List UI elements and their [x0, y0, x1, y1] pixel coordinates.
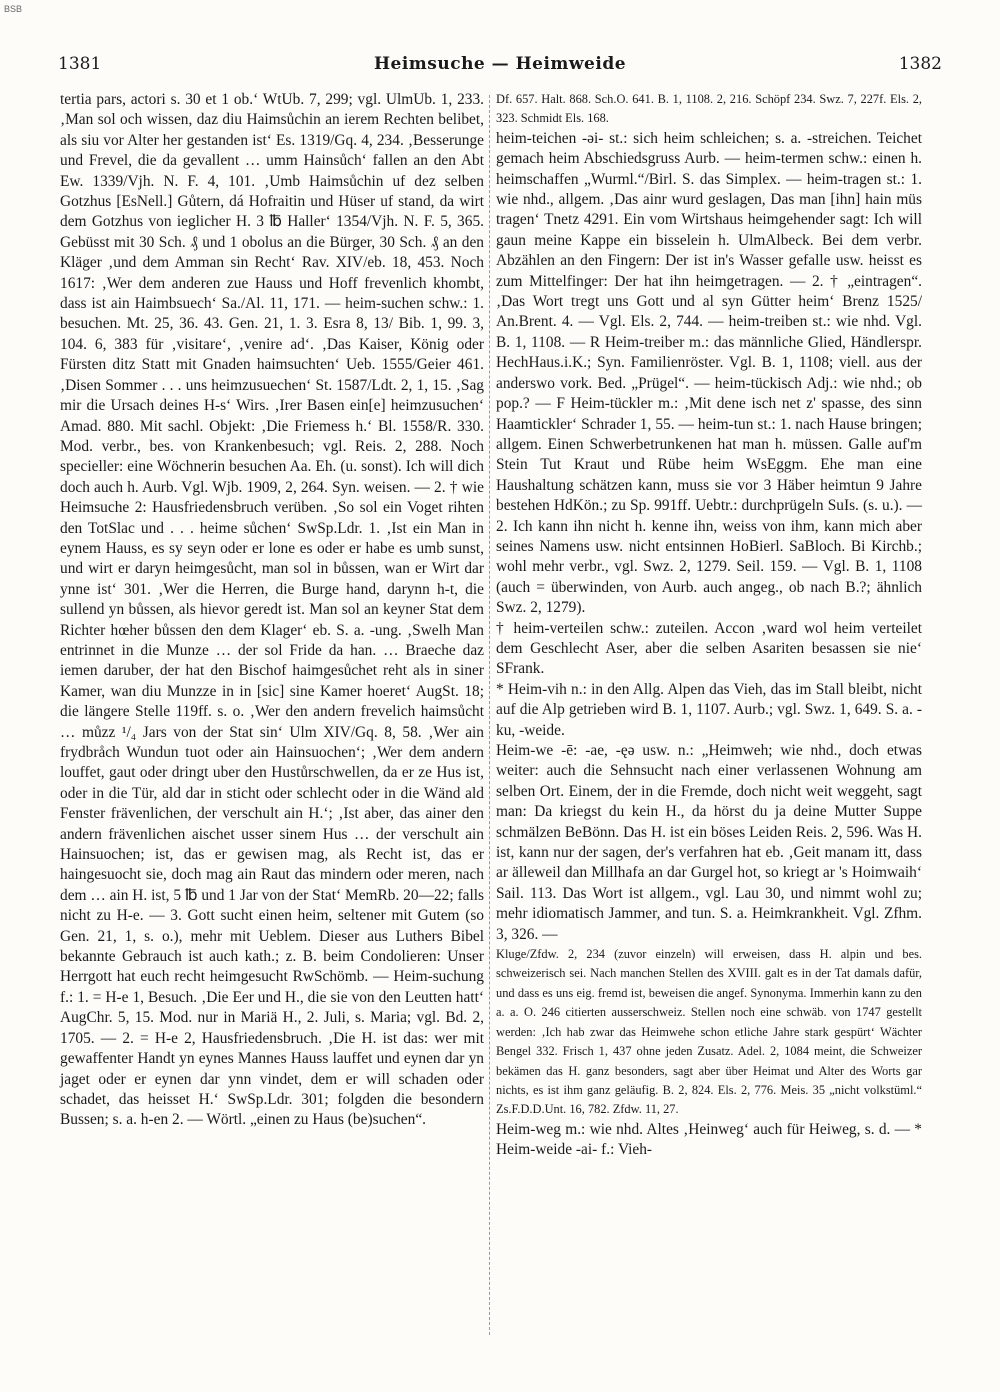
page-number-right: 1382 — [898, 54, 942, 74]
entry-heim-we: Heim-we -ē: -ae, -ęǝ usw. n.: „Heimweh; wie nhd., doch etwas weiter: auch die Sehnsucht nach einer verlassenen Wohnung am selben Ort. Einem, der in die Fremde, doch nicht weit weggeht, sagt man: Da kriegst du kein H., da hörst du ja deine Mutter Suppe schmälzen BeBönn. Das H. ist ein böses Leiden Reis. 2, 596. Was H. ist, kann nur der sagen, der's verfahren hat eb. ‚Geit manam itt, dass ar älleweil dan Millhafa an dar Gurgel hot, so kriegt ar 's Hoimwaih‘ Sail. 113. Das Wort ist allgem., vgl. Lau 30, und nimmt wohl zu; mehr idiomatisch Jammer, and tun. S. a. Heimkrankheit. Vgl. Zfhm. 3, 326. — — [496, 742, 922, 943]
right-column — [496, 90, 922, 1161]
entry-heim-teichen: heim-teichen -ǝi- st.: sich heim schleichen; s. a. -streichen. Teichet gemach heim Abschiedsgruss Aurb. — heim-termen schw.: einen h. heimschaffen „Wurml.“/Birl. S. das Simplex. — heim-tragen st.: 1. wie nhd., allgem. ‚Das ainr wurd geslagen, Das man [ihn] hain müs tragen‘ Tnetz 4291. Ein vom Wirtshaus heimgehender sagt: Ich will gaun meine Kappe ein bisselein h. UlmAlbeck. Bei dem verbr. Abzählen an den Fingern: Der ist in's Wasser gefalle usw. heisst es zum Mittelfinger: Der hat ihn heimgetragen. — 2. † „eintragen“. ‚Das Wort tregt uns Gott und al syn Gütter heim‘ Brenz 1525/ An.Brent. 4. — Vgl. Els. 2, 744. — heim-treiben st.: wie nhd. Vgl. B. 1, 1108. — R Heim-treiber m.: das männliche Glied, Händlerspr. HechHaus.i.K.; Syn. Familienröster. Vgl. B. 1, 1108; viell. aus der anderswo vork. Bed. „Prügel“. — heim-tückisch Adj.: wie nhd.; ob pop.? — F Heim-tückler m.: ‚Mit dene isch net z' spasse, des sinn Haamticklerʻ Schrader 1, 55. — heim-tun st.: 1. nach Hause bringen; allgem. Einen Schwerbetrunkenen hat man h. müssen. Galle auf'm Stein Tut Kraut und Rübe heim WsEggm. Ehe man eine Haushaltung schätzen kann, muss sie vor 3 Häber heimtun 9 Jahre bestehen HdKön.; zu Sp. 991ff. Uebtr.: durchprügeln SuIs. (s. u.). — 2. Ich kann ihn nicht h. kenne ihn, weiss von ihm, kann mich aber seines Namens usw. nicht entsinnen HoBierl. SaBloch. Bi Kirchb.; wohl mehr verbr., vgl. Swz. 2, 1279. Seil. 159. — Vgl. B. 1, 1108 (auch = überwinden, von Aurb. auch angeg., ob nach B.?; ähnlich Swz. 2, 1279). — [496, 129, 922, 617]
entry-heim-vih: * Heim-vih n.: in den Allg. Alpen das Vieh, das im Stall bleibt, nicht auf die Alp getrieben wird B. 1, 1107. Aurb.; vgl. Swz. 1, 649. S. a. -ku, -weide. — [496, 680, 922, 739]
page-title: Heimsuche — Heimweide — [373, 54, 627, 74]
page-header — [58, 50, 942, 78]
page-number-left: 1381 — [58, 54, 102, 74]
column-divider — [489, 95, 490, 1335]
entry-heim-we-note: Kluge/Zfdw. 2, 234 (zuvor einzeln) will erweisen, dass H. alpin und bes. schweizerisch sei. Nach manchen Stellen des XVIII. galt es in der Tat damals dafür, und dass es uns eig. fremd ist, beweisen die angef. Synonyma. Immerhin kann zu den a. a. O. 246 citierten ausserschweiz. Stellen noch eine schwäb. von 1747 gestellt werden: ‚Ich hab zwar das Heimwehe schon etliche Jahre stark gespürt‘ Wächter Bengel 332. Frisch 1, 437 ohne jeden Zusatz. Adel. 2, 1084 meint, die Schweizer bekämen das H. ganz besonders, sagt aber über Heimat und Alter des Worts gar nichts, es ist ihm ganz geläufig. B. 2, 824. Els. 2, 776. Meis. 35 „nicht volkstüml.“ Zs.F.D.D.Unt. 16, 782. Zfdw. 11, 27. — [496, 947, 922, 1117]
left-column-text: tertia pars, actori s. 30 et 1 ob.‘ WtUb. 7, 299; vgl. UlmUb. 1, 233. ‚Man sol och wissen, daz diu Haimsůchin an ierem Rechten belibet, als siu vor Alter her gestanden ist‘ Es. 1319/Gq. 4, 234. ‚Besserunge und Frevel, die da gevallent … umm Hainsůch‘ fallen an den Abt Ew. 1339/Vjh. N. F. 4, 101. ‚Umb Haimsůchin uf dez selben Gotzhus [EsNell.] Gůtern, dá Hofraitin und Hüser uf stand, da wirt dem Gotzhus von ieglicher H. 3 ℔ Haller‘ 1354/Vjh. N. F. 5, 365. Gebüsst mit 30 Sch. ₰ und 1 obolus an die Bürger, 30 Sch. ₰ an den Kläger ‚und dem Amman sin Recht‘ Rav. XIV/eb. 18, 453. Noch 1617: ‚Wer dem anderen zue Hauss und Hoff frevenlich khombt, dass ist ain Haimbsuech‘ Sa./Al. 11, 171. — heim-suchen schw.: 1. besuchen. Mt. 25, 36. 43. Gen. 21, 1. 3. Esra 8, 13/ Bib. 1, 99. 3, 104. 6, 383 für ‚visitare‘, ‚venire ad‘. ‚Das Kaiser, König oder Fürsten ditz Statt mit Gnaden haimsuchten‘ Ueb. 1555/Geier 461. ‚Disen Sommer . . . uns heimzusuechen‘ St. 1587/Ldt. 2, 1, 15. ‚Sag mir die Ursach deines H-s‘ Wirs. ‚Irer Basen ein[e] heimzusuchen‘ Amad. 880. Mit sachl. Objekt: ‚Die Friemess h.‘ Bl. 1558/R. 330. Mod. verbr., bes. von Krankenbesuch; vgl. Reis. 2, 288. Noch specieller: eine Wöchnerin besuchen Aa. Eh. (u. sonst). Ich will dich doch auch h. Aurb. Vgl. Wjb. 1909, 2, 264. Syn. weisen. — 2. † wie Heimsuche 2: Hausfriedensbruch verüben. ‚So sol ein Voget rihten den TotSlac und . . . heime sůchen‘ SwSp.Ldr. 1. ‚Ist ein Man in eynem Hauss, es sy seyn oder er lone es oder er habe es umb sunst, und wirt er daryn heimgesůcht, man sol in bůssen, wan er Wirt dar ynne ist‘ 301. ‚Wer die Herren, die Burge hand, darynn h-t, die sullend yn bůssen, als hievor geredt ist. Man sol an keyner Stat dem Richter hœher bůssen den dem Klager‘ eb. S. a. -ung. ‚Swelh Man entrinnet in die Munze … der sol Fride da han. … Braeche daz iemen daruber, der hat den Bischof haimgesůchet reht als in siner Kamer, wan diu Munzze in in [sic] sine Kamer hoeret‘ AugSt. 18; die längere Stelle 119ff. s. o. ‚Wer den andern frevelich haimsůcht … můzz ¹/₄ Jars von der Stat sin‘ Ulm XIV/Gq. 8, 58. ‚Wer ain frydbråch Wundun tuot oder ain Hainsuochen‘; ‚Wer dem andern louffet, gaut oder dringt uber den Hustůrschwellen, da er ze Hus ist, oder in die Tür, ald dar in sticht oder schlecht oder in die Wänd ald Fenster frävenlichen, der verschult ain H.‘; ‚Ist aber, das ainer den andern frävenlichen aischet usser sinem Hus … der verschult ain Hainsuochen; ist, das er gewisen mag, als Recht ist, das er haingesuocht sie, doch mag ain Raut das mindern oder meren, nach dem … ain H. ist, 5 ℔ und 1 Jar von der Stat‘ MemRb. 20—22; falls nicht zu H-e. — 3. Gott sucht einen heim, seltener mit Gutem (so Gen. 21, 1, s. o.), mehr mit Ueblem. Dieser aus Luthers Bibel bekannte Gebrauch ist auch kath.; z. B. beim Condolieren: Unser Herrgott hat euch recht heimgesucht RwSchömb. — Heim-suchung f.: 1. = H-e 1, Besuch. ‚Die Eer und H., die sie von den Leutten hatt‘ AugChr. 5, 15. Mod. nur in Mariä H., 2. Juli, s. Maria; vgl. Bd. 2, 1705. — 2. = H-e 2, Hausfriedensbruch. ‚Die H. ist das: wer mit gewaffenter Handt yn eynes Mannes Hauss lauffet und eynen dar yn jaget oder er eynen dar ynn vindet, dem er will schaden oder schadet, das heisset H.‘ SwSp.Ldr. 301; folgden die besondern Bussen; s. a. h-en 2. — Wörtl. „einen zu Haus (be)suchen“. — [60, 91, 484, 1129]
entry-heim-weg: Heim-weg m.: wie nhd. Altes ‚Heinweg‘ auch für Heiweg, s. d. — * Heim-weide -ai- f.: Vieh- — [496, 1120, 922, 1159]
references-block: Df. 657. Halt. 868. Sch.O. 641. B. 1, 1108. 2, 216. Schöpf 234. Swz. 7, 227f. Els. 2, 323. Schmidt Els. 168. — [496, 92, 922, 126]
left-column — [60, 90, 484, 1131]
entry-heim-verteilen: † heim-verteilen schw.: zuteilen. Accon ‚ward wol heim verteilet dem Geschlecht Aser, aber die selben Asariten besassen sie nie‘ SFrank. — [496, 619, 922, 678]
library-stamp: BSB — [4, 4, 23, 14]
